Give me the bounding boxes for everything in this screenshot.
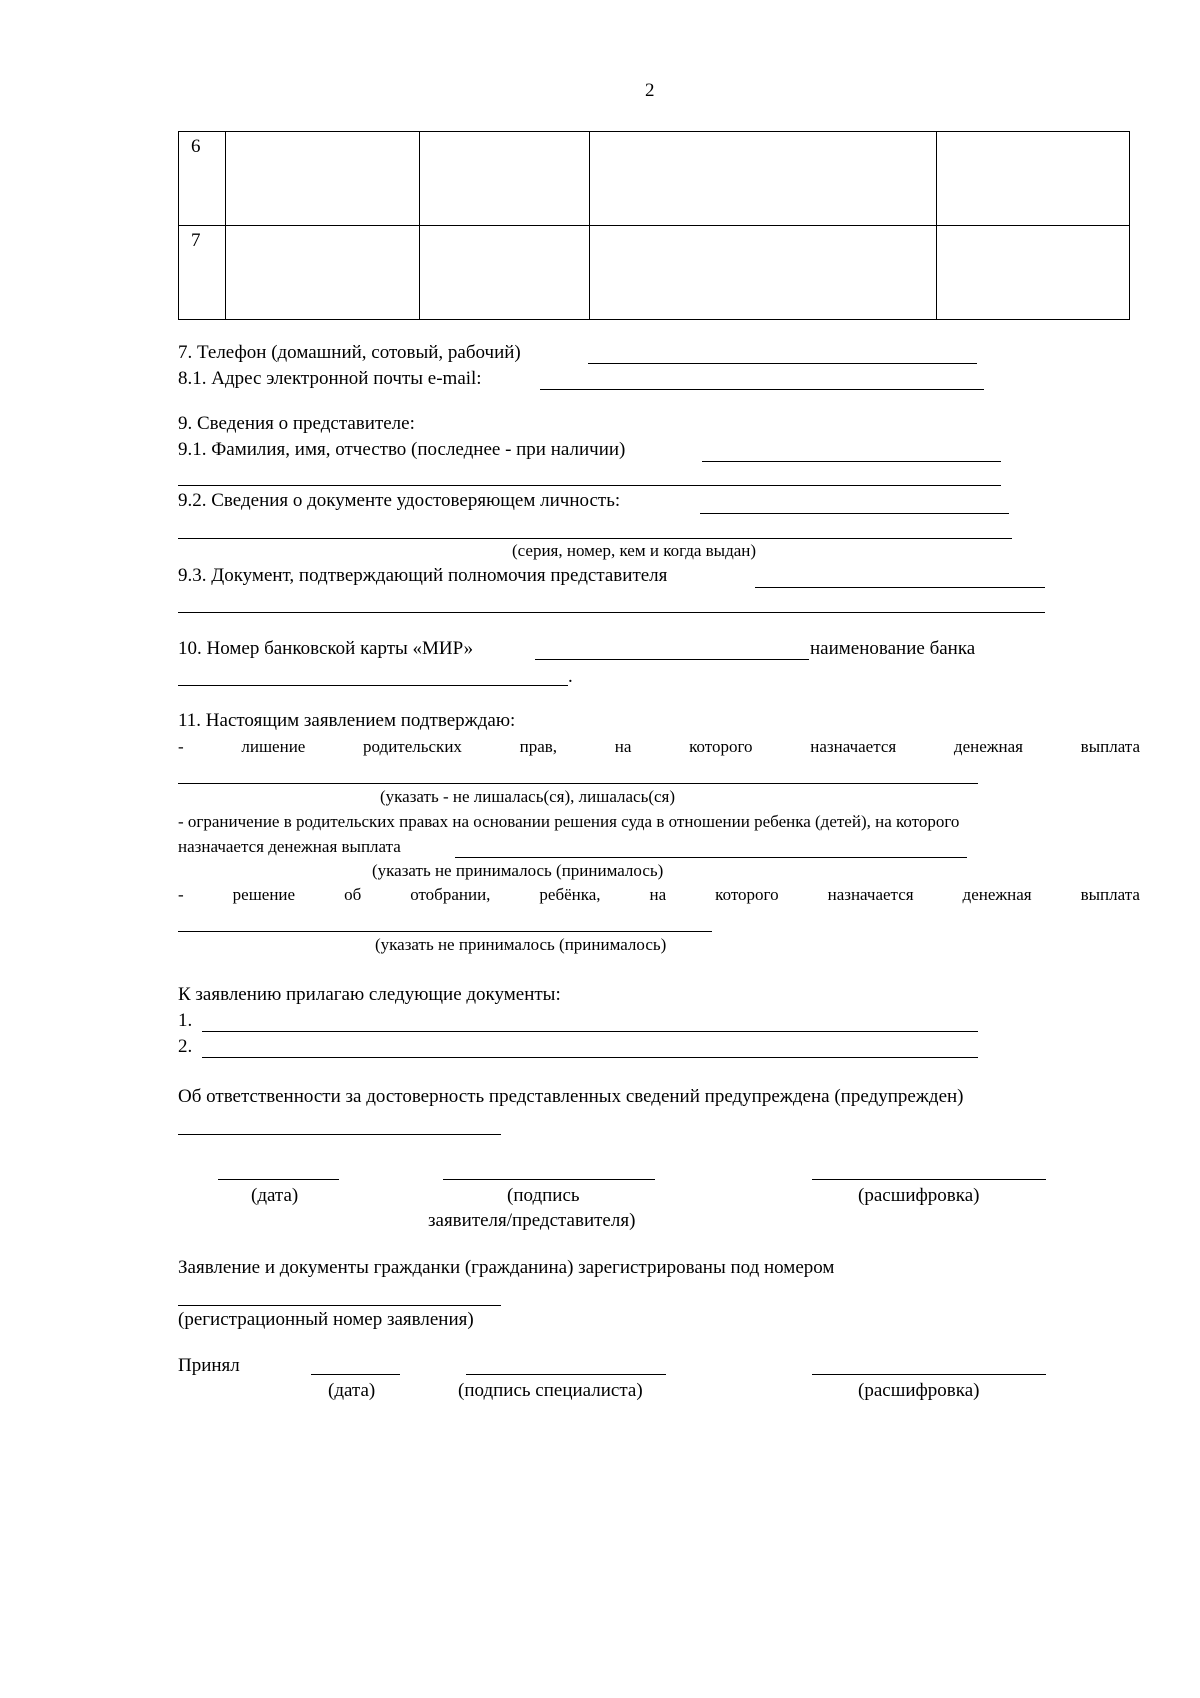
deprivation-fill-line[interactable] xyxy=(178,783,978,784)
removal-hint: (указать не принималось (принималось) xyxy=(375,935,667,954)
table-cell[interactable] xyxy=(226,226,420,320)
table-cell[interactable] xyxy=(420,132,590,226)
rep-authority-label: 9.3. Документ, подтверждающий полномочия представителя xyxy=(178,565,668,586)
table-cell[interactable] xyxy=(937,132,1130,226)
phone-label: 7. Телефон (домашний, сотовый, рабочий) xyxy=(178,342,521,363)
table-cell[interactable] xyxy=(590,226,937,320)
children-table xyxy=(178,131,1130,320)
attachment-fill-line[interactable] xyxy=(202,1057,978,1058)
rep-authority-fill-line-2[interactable] xyxy=(178,612,1045,613)
attachment-number: 2. xyxy=(178,1036,193,1057)
rep-name-fill-line-2[interactable] xyxy=(178,485,1001,486)
card-number-label: 10. Номер банковской карты «МИР» xyxy=(178,638,474,659)
table-cell[interactable] xyxy=(420,226,590,320)
card-number-fill-line[interactable] xyxy=(535,659,809,660)
word: назначается xyxy=(810,737,897,756)
confirm-line-removal xyxy=(178,885,1140,905)
email-label: 8.1. Адрес электронной почты e-mail: xyxy=(178,368,482,389)
rep-id-doc-label: 9.2. Сведения о документе удостоверяющем личность: xyxy=(178,490,621,511)
word: родительских xyxy=(363,737,462,756)
responsibility-text: Об ответственности за достоверность представленных сведений предупреждена (предупрежден) xyxy=(178,1086,964,1107)
rep-name-label: 9.1. Фамилия, имя, отчество (последнее - при наличии) xyxy=(178,439,626,460)
row-number: 6 xyxy=(179,132,226,226)
word: денежная xyxy=(953,737,1023,756)
rep-name-fill-line[interactable] xyxy=(702,461,1001,462)
attachments-heading: К заявлению прилагаю следующие документы: xyxy=(178,984,561,1005)
word: выплата xyxy=(1080,737,1140,756)
word: которого xyxy=(689,737,753,756)
date-fill-line[interactable] xyxy=(218,1179,339,1180)
attachment-number: 1. xyxy=(178,1010,193,1031)
accepted-date-fill-line[interactable] xyxy=(311,1374,400,1375)
restriction-fill-line[interactable] xyxy=(455,857,967,858)
confirm-line-restriction-cont: назначается денежная выплата xyxy=(178,837,401,856)
phone-fill-line[interactable] xyxy=(588,363,977,364)
decode-caption: (расшифровка) xyxy=(858,1185,980,1206)
word: назначается xyxy=(827,885,914,904)
page-number: 2 xyxy=(645,80,655,101)
word: - xyxy=(178,885,184,904)
word: на xyxy=(649,885,667,904)
attachment-fill-line[interactable] xyxy=(202,1031,978,1032)
decode-fill-line[interactable] xyxy=(812,1179,1046,1180)
table-row xyxy=(179,226,1130,320)
word: ребёнка, xyxy=(539,885,601,904)
bank-name-fill-line[interactable] xyxy=(178,685,568,686)
signature-caption-2: заявителя/представителя) xyxy=(428,1210,636,1231)
date-caption: (дата) xyxy=(251,1185,299,1206)
email-fill-line[interactable] xyxy=(540,389,984,390)
registration-text: Заявление и документы гражданки (гражданина) зарегистрированы под номером xyxy=(178,1257,835,1278)
table-cell[interactable] xyxy=(590,132,937,226)
accepted-signature-caption: (подпись специалиста) xyxy=(458,1380,643,1401)
signature-fill-line[interactable] xyxy=(443,1179,655,1180)
accepted-decode-caption: (расшифровка) xyxy=(858,1380,980,1401)
word: прав, xyxy=(519,737,558,756)
accepted-label: Принял xyxy=(178,1355,240,1376)
word: отобрании, xyxy=(410,885,491,904)
rep-authority-fill-line[interactable] xyxy=(755,587,1045,588)
word: решение xyxy=(232,885,296,904)
registration-hint: (регистрационный номер заявления) xyxy=(178,1309,474,1330)
table-row xyxy=(179,132,1130,226)
accepted-date-caption: (дата) xyxy=(328,1380,376,1401)
representative-heading: 9. Сведения о представителе: xyxy=(178,413,415,434)
responsibility-fill-line[interactable] xyxy=(178,1134,501,1135)
registration-fill-line[interactable] xyxy=(178,1305,501,1306)
rep-id-doc-fill-line-2[interactable] xyxy=(178,538,1012,539)
table-cell[interactable] xyxy=(226,132,420,226)
removal-fill-line[interactable] xyxy=(178,931,712,932)
word: об xyxy=(344,885,362,904)
row-number: 7 xyxy=(179,226,226,320)
restriction-hint: (указать не принималось (принималось) xyxy=(372,861,664,880)
confirm-line-restriction: - ограничение в родительских правах на основании решения суда в отношении ребенка (детей), на которого xyxy=(178,812,960,831)
confirm-heading: 11. Настоящим заявлением подтверждаю: xyxy=(178,710,516,731)
rep-id-doc-fill-line[interactable] xyxy=(700,513,1009,514)
bank-name-label: наименование банка xyxy=(810,638,976,659)
word: выплата xyxy=(1080,885,1140,904)
deprivation-hint: (указать - не лишалась(ся), лишалась(ся) xyxy=(380,787,676,806)
word: на xyxy=(614,737,632,756)
word: лишение xyxy=(241,737,306,756)
table-cell[interactable] xyxy=(937,226,1130,320)
accepted-decode-fill-line[interactable] xyxy=(812,1374,1046,1375)
word: которого xyxy=(715,885,779,904)
signature-caption: (подпись xyxy=(507,1185,580,1206)
rep-id-doc-hint: (серия, номер, кем и когда выдан) xyxy=(512,541,757,560)
accepted-signature-fill-line[interactable] xyxy=(466,1374,666,1375)
bank-line-end: . xyxy=(568,666,573,687)
confirm-line-deprivation xyxy=(178,737,1140,757)
word: денежная xyxy=(962,885,1032,904)
word: - xyxy=(178,737,184,756)
